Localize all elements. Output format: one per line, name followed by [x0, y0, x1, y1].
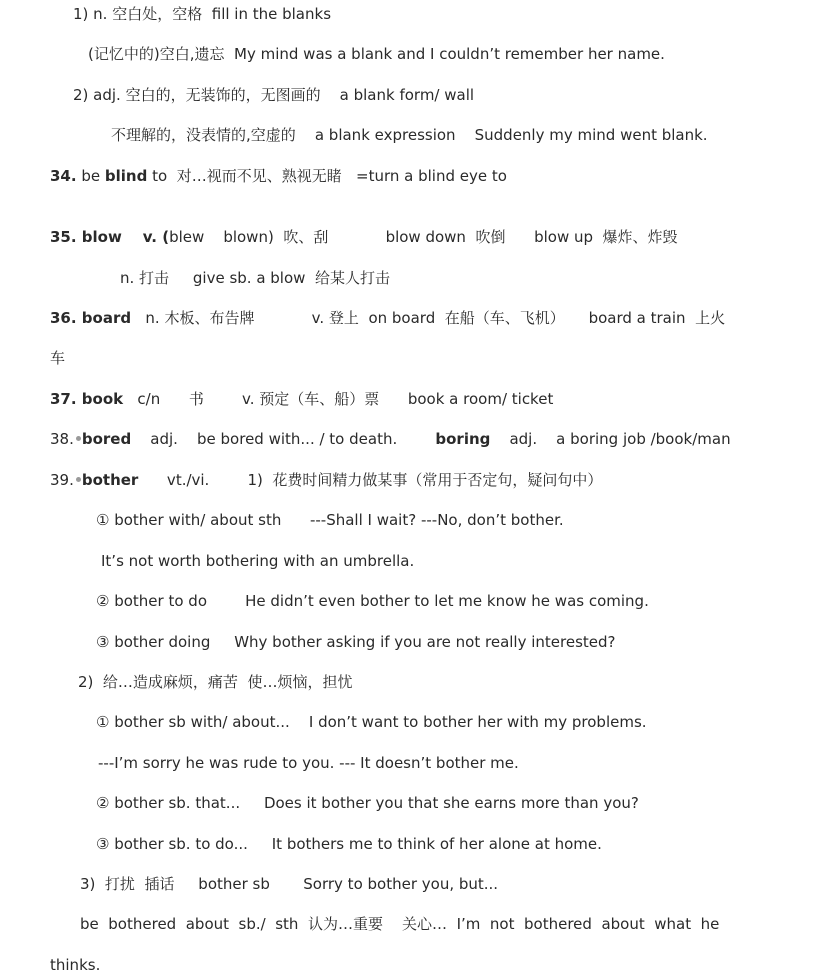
blank-expression-line	[111, 125, 708, 147]
entry-prefix: be	[81, 167, 105, 185]
entry-headword: bored	[81, 430, 132, 448]
entry-39-bother	[50, 470, 602, 492]
bother-sense-3	[80, 874, 498, 896]
bother-sense-2a	[96, 712, 647, 734]
entry-definition: n. 木板、布告牌 v. 登上 on board 在船（车、飞机） board a train 上火	[131, 309, 726, 327]
bullet-dot-icon	[76, 436, 81, 441]
blank-memory-sense-line	[88, 44, 665, 66]
entry-35-blow	[50, 227, 678, 249]
line-text: ① bother with/ about sth ---Shall I wait? ---No, don’t bother.	[96, 511, 564, 529]
line-text: 不理解的，没表情的,空虚的 a blank expression Suddenly my mind went blank.	[111, 126, 708, 144]
bother-sense-1b	[96, 591, 649, 613]
entry-number: 39.	[50, 471, 74, 489]
bother-sense-1a	[96, 510, 564, 532]
entry-definition: blew blown) 吹、刮 blow down 吹倒 blow up 爆炸、炸毁	[169, 228, 678, 246]
entry-headword-2: boring	[435, 430, 491, 448]
entry-definition: c/n 书 v. 预定（车、船）票 book a room/ ticket	[123, 390, 554, 408]
bother-example-umbrella	[101, 551, 414, 573]
entry-36-board	[50, 308, 725, 330]
line-text: It’s not worth bothering with an umbrella.	[101, 552, 415, 570]
blank-noun-sense-line	[73, 4, 331, 26]
line-text: ① bother sb with/ about... I don’t want to bother her with my problems.	[96, 713, 647, 731]
entry-number: 34.	[50, 167, 77, 185]
line-text: ---I’m sorry he was rude to you. --- It doesn’t bother me.	[98, 754, 519, 772]
entry-37-book	[50, 389, 553, 411]
bother-sense-2b	[96, 793, 639, 815]
entry-number: 38.	[50, 430, 74, 448]
entry-headword: bother	[81, 471, 139, 489]
line-text: ② bother to do He didn’t even bother to let me know he was coming.	[96, 592, 649, 610]
line-text: ③ bother doing Why bother asking if you are not really interested?	[96, 633, 616, 651]
entry-34-blind	[50, 166, 507, 188]
bothered-continuation-line	[50, 955, 100, 977]
entry-headword: 36. board	[50, 309, 132, 327]
bother-example-rude	[98, 753, 519, 775]
blank-adj-sense-line	[73, 85, 474, 107]
entry-definition-2: adj. a boring job /book/man	[490, 430, 731, 448]
entry-definition: to 对…视而不见、熟视无睹 =turn a blind eye to	[147, 167, 507, 185]
entry-headword: 35. blow v. (	[50, 228, 170, 246]
line-text: be bothered about sb./ sth 认为…重要 关心… I’m not bothered about what he	[80, 915, 720, 933]
entry-headword: 37. book	[50, 390, 124, 408]
line-text: n. 打击 give sb. a blow 给某人打击	[120, 269, 390, 287]
bullet-dot-icon	[76, 477, 81, 482]
entry-headword: blind	[104, 167, 148, 185]
line-text: 1) n. 空白处，空格 fill in the blanks	[73, 5, 332, 23]
entry-38-bored	[50, 429, 731, 451]
line-text: 2) 给…造成麻烦，痛苦 使…烦恼，担忧	[78, 673, 353, 691]
entry-definition: vt./vi. 1) 花费时间精力做某事（常用于否定句，疑问句中）	[138, 471, 603, 489]
line-text: (记忆中的)空白,遗忘 My mind was a blank and I couldn’t remember her name.	[88, 45, 665, 63]
line-text: 车	[50, 349, 66, 367]
entry-definition: adj. be bored with... / to death.	[131, 430, 398, 448]
line-text: 3) 打扰 插话 bother sb Sorry to bother you, but...	[80, 875, 499, 893]
line-text: thinks.	[50, 956, 101, 974]
line-text: 2) adj. 空白的，无装饰的，无图画的 a blank form/ wall	[73, 86, 475, 104]
board-continuation-line	[50, 348, 65, 370]
bother-sense-1c	[96, 632, 616, 654]
line-text: ② bother sb. that... Does it bother you that she earns more than you?	[96, 794, 639, 812]
line-text: ③ bother sb. to do... It bothers me to think of her alone at home.	[96, 835, 602, 853]
bothered-about-line	[80, 914, 719, 936]
blow-noun-line	[120, 268, 390, 290]
bother-sense-2	[78, 672, 352, 694]
bother-sense-2c	[96, 834, 602, 856]
